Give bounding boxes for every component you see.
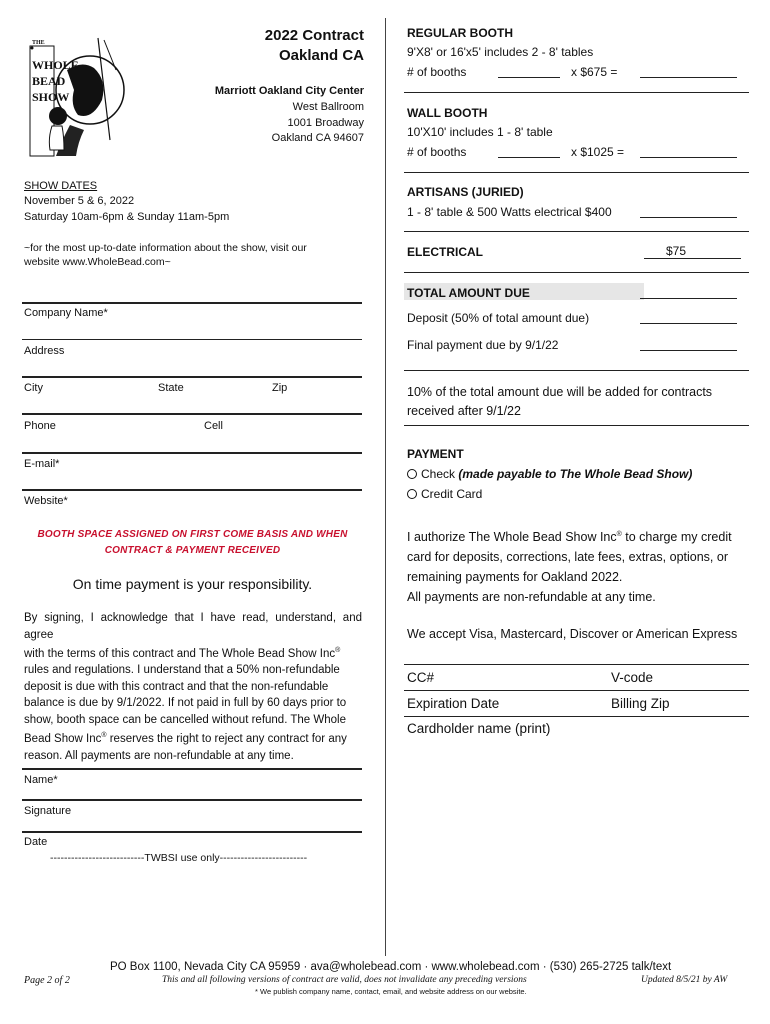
authorization-line	[407, 525, 747, 547]
state-label: State	[158, 382, 184, 394]
agreement-line: deposit is due with this contract and that the non-refundable	[24, 680, 329, 693]
cell-label: Cell	[204, 420, 223, 432]
agreement-text	[24, 610, 362, 764]
payment-heading: PAYMENT	[407, 447, 464, 461]
logo-show: SHOW	[32, 90, 70, 104]
agreement-line: By signing, I acknowledge that I have read, understand, and agree	[24, 612, 362, 641]
deposit-label: Deposit (50% of total amount due)	[407, 311, 590, 325]
updated-note: Updated 8/5/21 by AW	[641, 975, 728, 985]
cc-number-label: CC#	[407, 670, 435, 685]
column-divider	[385, 18, 386, 956]
regular-booth-price: x $675 =	[571, 65, 618, 79]
booth-assignment-notice-line1: BOOTH SPACE ASSIGNED ON FIRST COME BASIS AND WHEN	[37, 529, 348, 540]
agreement-line: rules and regulations. I understand that a 50% non-refundable	[24, 664, 340, 677]
artisans-description: 1 - 8' table & 500 Watts electrical $400	[407, 205, 612, 219]
check-checkbox-icon[interactable]	[407, 469, 417, 479]
section-rule	[404, 92, 749, 93]
address-label: Address	[24, 345, 65, 357]
section-rule	[404, 425, 749, 426]
logo-bead: BEAD	[32, 74, 66, 88]
page-number: Page 2 of 2	[24, 975, 70, 986]
address-input[interactable]	[22, 376, 362, 378]
regular-booth-title: REGULAR BOOTH	[407, 26, 513, 40]
section-rule	[404, 664, 749, 665]
city-label: City	[24, 382, 43, 394]
wall-booth-description: 10'X10' includes 1 - 8' table	[407, 125, 553, 139]
total-due-input[interactable]	[640, 287, 737, 299]
artisans-total-input[interactable]	[640, 206, 737, 218]
authorization-span: to charge my credit	[621, 530, 732, 545]
contact-info: PO Box 1100, Nevada City CA 95959 · ava@wholebead.com · www.wholebead.com · (530) 265-2725 talk/text	[110, 961, 672, 973]
authorization-line: card for deposits, corrections, late fees, extras, options, or	[407, 550, 728, 565]
wall-booth-count-input[interactable]	[498, 146, 560, 158]
section-rule	[404, 231, 749, 232]
final-payment-label: Final payment due by 9/1/22	[407, 338, 559, 352]
logo-whole: WHOLE	[32, 58, 79, 72]
phone-label: Phone	[24, 420, 56, 432]
wall-booth-total-input[interactable]	[640, 146, 737, 158]
cc-number-input[interactable]	[404, 690, 749, 691]
on-time-payment-notice: On time payment is your responsibility.	[72, 576, 313, 592]
wall-booth-count-label: # of booths	[407, 145, 467, 159]
registered-mark: ®	[616, 531, 622, 538]
final-payment-input[interactable]	[640, 339, 737, 351]
signature-label: Signature	[24, 805, 72, 817]
agreement-text-span: with the terms of this contract and The Whole Bead Show Inc	[24, 647, 336, 660]
logo-illustration-icon	[12, 30, 128, 160]
deposit-input[interactable]	[640, 312, 737, 324]
late-fee-line1: 10% of the total amount due will be added for contracts	[407, 385, 713, 399]
check-label: Check	[421, 467, 459, 481]
agreement-line: balance is due by 9/1/2022. If not paid in full by 60 days prior to	[24, 697, 347, 710]
contract-location: Oakland CA	[278, 47, 364, 64]
city-state-zip-input[interactable]	[22, 413, 362, 415]
late-fee-line2: received after 9/1/22	[407, 404, 521, 418]
wall-booth-price: x $1025 =	[571, 145, 625, 159]
website-label: Website*	[24, 495, 68, 507]
publish-note: * We publish company name, contact, email, and website address on our website.	[255, 987, 527, 996]
versions-note: This and all following versions of contract are valid, does not invalidate any preceding versions	[162, 975, 527, 985]
show-info-line2: website www.WholeBead.com~	[24, 256, 171, 268]
show-info-line1: ~for the most up-to-date information about the show, visit our	[24, 242, 307, 254]
authorization-line: remaining payments for Oakland 2022.	[407, 570, 623, 585]
email-label: E-mail*	[24, 458, 60, 470]
agreement-line: show, booth space can be cancelled without refund. The Whole	[24, 713, 346, 726]
credit-card-checkbox-icon[interactable]	[407, 489, 417, 499]
contract-title: 2022 Contract	[264, 27, 364, 44]
show-dates: November 5 & 6, 2022	[24, 195, 135, 207]
name-label: Name*	[24, 774, 58, 786]
section-rule	[404, 172, 749, 173]
total-due-label: TOTAL AMOUNT DUE	[407, 286, 530, 300]
accepted-cards: We accept Visa, Mastercard, Discover or American Express	[407, 627, 738, 641]
billing-zip-label: Billing Zip	[611, 696, 670, 711]
check-payable-note: (made payable to The Whole Bead Show)	[458, 467, 693, 481]
credit-card-label: Credit Card	[421, 487, 483, 501]
regular-booth-description: 9'X8' or 16'x5' includes 2 - 8' tables	[407, 45, 594, 59]
venue-street: 1001 Broadway	[287, 117, 364, 129]
regular-booth-count-label: # of booths	[407, 65, 467, 79]
agreement-line	[24, 643, 362, 662]
field-rule	[22, 302, 362, 304]
regular-booth-count-input[interactable]	[498, 66, 560, 78]
company-name-input[interactable]	[22, 339, 362, 340]
signature-rule	[22, 768, 362, 770]
vcode-label: V-code	[611, 670, 654, 685]
agreement-text-span: reserves the right to reject any contract for any	[106, 733, 347, 746]
date-label: Date	[24, 836, 48, 848]
electrical-title: ELECTRICAL	[407, 245, 483, 259]
credit-card-option[interactable]	[407, 487, 482, 501]
agreement-line: reason. All payments are non-refundable at any time.	[24, 749, 294, 762]
authorization-text	[407, 525, 747, 607]
whole-bead-show-logo	[12, 30, 128, 160]
venue-city: Oakland CA 94607	[271, 132, 364, 144]
agreement-line	[24, 728, 362, 747]
email-input[interactable]	[22, 489, 362, 491]
section-rule	[404, 272, 749, 273]
agreement-text-span: Bead Show Inc	[24, 733, 102, 746]
venue-room: West Ballroom	[292, 101, 364, 113]
authorization-span: I authorize The Whole Bead Show Inc	[407, 530, 617, 545]
expiration-date-label: Expiration Date	[407, 696, 500, 711]
venue-name: Marriott Oakland City Center	[214, 85, 364, 97]
company-name-label: Company Name*	[24, 307, 108, 319]
registered-mark: ®	[101, 732, 107, 740]
registered-mark: ®	[335, 647, 341, 654]
section-rule	[404, 370, 749, 371]
zip-label: Zip	[272, 382, 288, 394]
show-hours: Saturday 10am-6pm & Sunday 11am-5pm	[24, 211, 230, 223]
booth-assignment-notice-line2: CONTRACT & PAYMENT RECEIVED	[104, 545, 281, 556]
show-dates-heading: SHOW DATES	[24, 180, 98, 192]
wall-booth-title: WALL BOOTH	[407, 106, 488, 120]
authorization-line: All payments are non-refundable at any time.	[407, 590, 656, 605]
regular-booth-total-input[interactable]	[640, 66, 737, 78]
office-use-divider: ---------------------------TWBSI use only-------------------------	[50, 852, 308, 864]
phone-input[interactable]	[22, 452, 362, 454]
name-input[interactable]	[22, 799, 362, 801]
signature-input[interactable]	[22, 831, 362, 833]
electrical-amount: $75	[666, 244, 687, 258]
check-option[interactable]	[407, 467, 692, 481]
artisans-title: ARTISANS (JURIED)	[407, 185, 524, 199]
expiration-date-input[interactable]	[404, 716, 749, 717]
logo-the: THE	[32, 40, 45, 46]
electrical-amount-line	[644, 246, 741, 259]
cardholder-name-label: Cardholder name (print)	[407, 721, 551, 736]
